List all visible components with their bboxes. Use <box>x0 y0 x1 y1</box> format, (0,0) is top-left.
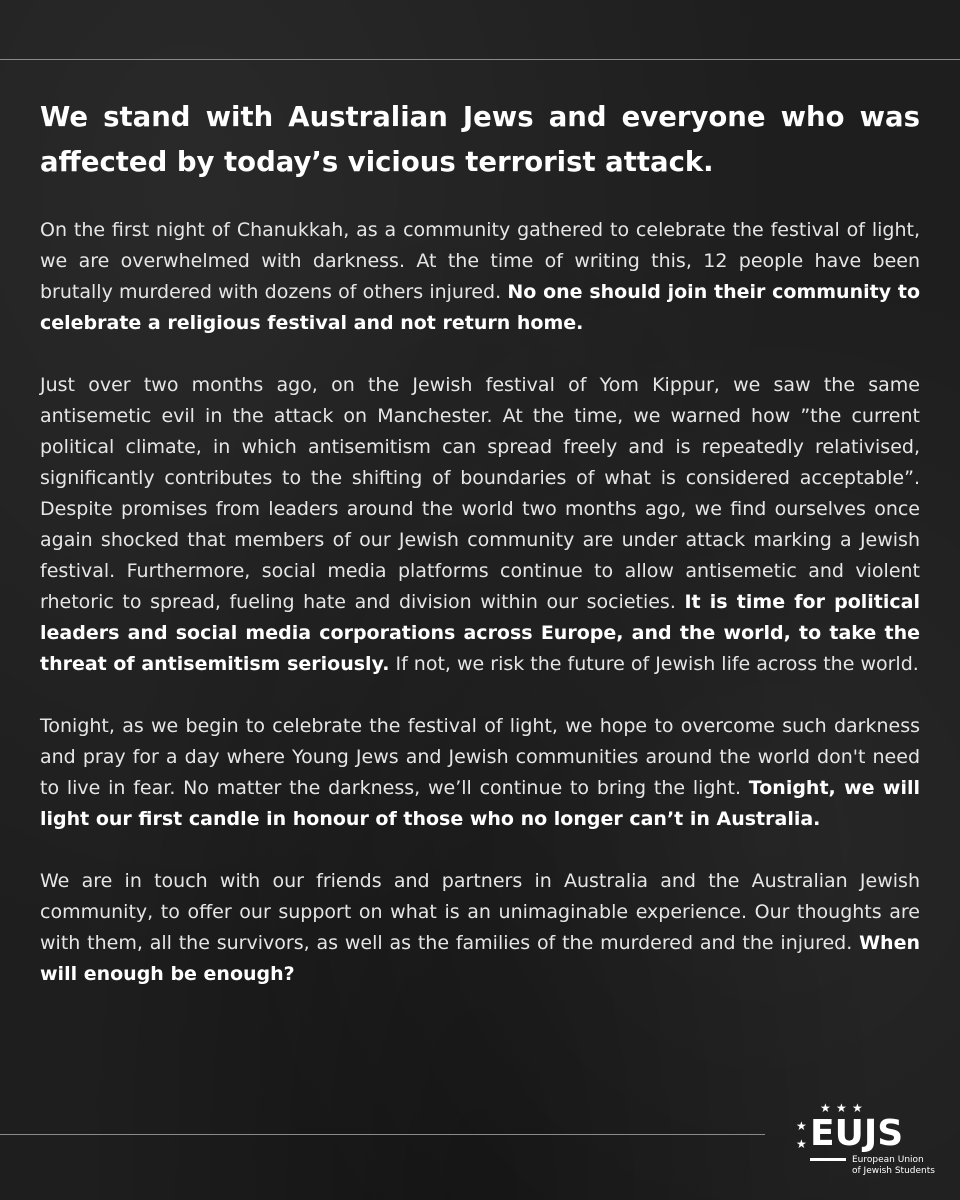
paragraph-1 <box>40 215 920 339</box>
paragraph-text-after: If not, we risk the future of Jewish life across the world. <box>389 653 919 675</box>
paragraph-text: Just over two months ago, on the Jewish festival of Yom Kippur, we saw the same antisemetic evil in the attack on Manchester. At the time, we warned how ”the current political climate, in which antisemitism can spread freely and is repeatedly relativised, significantly contributes to the shifting of boundaries of what is considered acceptable”. Despite promises from leaders around the world two months ago, we find ourselves once again shocked that members of our Jewish community are under attack marking a Jewish festival. Furthermore, social media platforms continue to allow antisemetic and violent rhetoric to spread, fueling hate and division within our societies. <box>40 374 920 613</box>
stars-icon: ★ ★ ★ ★ ★ <box>796 1101 863 1151</box>
paragraph-text: We are in touch with our friends and partners in Australia and the Australian Jewish community, to offer our support on what is an unimaginable experience. Our thoughts are with them, all the survivors, as well as the families of the murdered and the injured. <box>40 870 920 954</box>
paragraph-text: On the first night of Chanukkah, as a community gathered to celebrate the festival of light, we are overwhelmed with darkness. At the time of writing this, 12 people have been brutally murdered with dozens of others injured. <box>40 219 920 303</box>
logo-subtitle <box>852 1155 935 1177</box>
paragraph-2 <box>40 370 920 680</box>
top-divider <box>0 59 960 60</box>
logo-wordmark: EUJS <box>810 1113 904 1154</box>
headline: We stand with Australian Jews and everyone who was affected by today’s vicious terrorist attack. <box>40 101 920 178</box>
paragraph-emphasis: When will enough be enough? <box>40 932 920 985</box>
statement-body <box>40 95 920 1021</box>
logo-underline <box>810 1158 846 1161</box>
paragraph-text: Tonight, as we begin to celebrate the festival of light, we hope to overcome such darkness and pray for a day where Young Jews and Jewish communities around the world don't need to live in fear. No matter the darkness, we’ll continue to bring the light. <box>40 715 920 799</box>
bottom-divider <box>0 1134 765 1135</box>
logo-subtitle-line-1: European Union <box>852 1155 924 1165</box>
paragraph-emphasis: No one should join their community to celebrate a religious festival and not return home. <box>40 281 920 334</box>
paragraph-emphasis: Tonight, we will light our first candle in honour of those who no longer can’t in Australia. <box>40 777 921 830</box>
paragraph-3 <box>40 711 920 835</box>
eujs-logo <box>788 1100 938 1180</box>
paragraph-4 <box>40 866 920 990</box>
logo-subtitle-line-2: of Jewish Students <box>852 1166 935 1176</box>
paragraph-emphasis: It is time for political leaders and social media corporations across Europe, and the world, to take the threat of antisemitism seriously. <box>40 591 920 675</box>
